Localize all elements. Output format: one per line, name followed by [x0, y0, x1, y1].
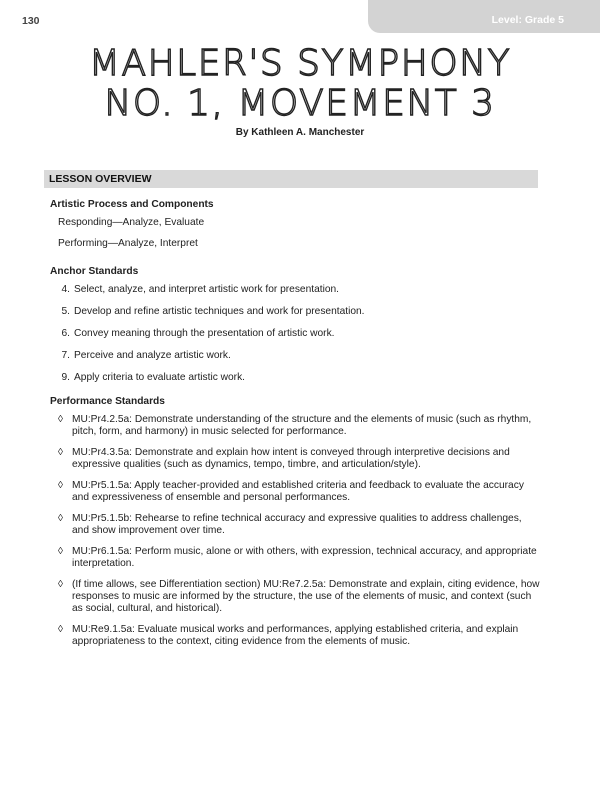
- page-title: [0, 44, 600, 124]
- list-item: [50, 414, 540, 438]
- lesson-overview-heading: LESSON OVERVIEW: [49, 173, 152, 185]
- list-item: [50, 306, 540, 318]
- item-text: MU:Pr4.2.5a: Demonstrate understanding of the structure and the elements of music (such as rhythm, pitch, form, and harmony) in music selected for performance.: [72, 414, 532, 437]
- diamond-bullet-icon: ◊: [58, 414, 63, 425]
- lesson-overview-bar: [44, 170, 538, 188]
- list-item: [50, 372, 540, 384]
- list-item: [50, 350, 540, 362]
- list-item: [50, 328, 540, 340]
- item-text: MU:Pr6.1.5a: Perform music, alone or with others, with expression, technical accuracy, and appropriate interpretation.: [72, 546, 537, 569]
- diamond-bullet-icon: ◊: [58, 546, 63, 557]
- performance-standards-heading: Performance Standards: [50, 396, 165, 407]
- item-number: 5.: [61, 306, 70, 317]
- anchor-standards-heading: Anchor Standards: [50, 266, 139, 277]
- list-item: Responding—Analyze, Evaluate: [58, 217, 205, 228]
- artistic-process-heading: Artistic Process and Components: [50, 199, 214, 210]
- item-number: 9.: [61, 372, 70, 383]
- list-item: [50, 284, 540, 296]
- page-number: 130: [22, 15, 40, 27]
- item-text: MU:Pr5.1.5b: Rehearse to refine technical accuracy and expressive qualities to address challenges, and show improvement over time.: [72, 513, 522, 536]
- lesson-content: [50, 199, 540, 657]
- item-text: (If time allows, see Differentiation section) MU:Re7.2.5a: Demonstrate and explain, citing evidence, how responses to music are informed by the structure, the use of the elements of music, and context (such as social, cultural, and historical).: [72, 579, 540, 614]
- title-line-1: MAHLER'S SYMPHONY: [88, 43, 512, 84]
- item-text: MU:Pr5.1.5a: Apply teacher-provided and established criteria and feedback to evaluate the accuracy and expressiveness of ensemble and personal performances.: [72, 480, 524, 503]
- diamond-bullet-icon: ◊: [58, 579, 63, 590]
- list-item: [50, 624, 540, 648]
- anchor-standards-list: [50, 284, 540, 384]
- list-item: [50, 579, 540, 615]
- level-tab: [368, 0, 600, 33]
- item-text: MU:Re9.1.5a: Evaluate musical works and performances, applying established criteria, and explain appropriateness to the context, citing evidence from the elements of music.: [72, 624, 519, 647]
- author-byline: By Kathleen A. Manchester: [235, 127, 365, 138]
- item-number: 7.: [61, 350, 70, 361]
- list-item: [50, 546, 540, 570]
- item-text: Develop and refine artistic techniques and work for presentation.: [74, 306, 365, 317]
- item-text: Perceive and analyze artistic work.: [74, 350, 231, 361]
- diamond-bullet-icon: ◊: [58, 480, 63, 491]
- item-number: 4.: [61, 284, 70, 295]
- item-text: Convey meaning through the presentation of artistic work.: [74, 328, 335, 339]
- list-item: [50, 513, 540, 537]
- item-number: 6.: [61, 328, 70, 339]
- diamond-bullet-icon: ◊: [58, 447, 63, 458]
- title-line-2: NO. 1, MOVEMENT 3: [104, 83, 496, 124]
- item-text: MU:Pr4.3.5a: Demonstrate and explain how intent is conveyed through interpretive decisions and expressive qualities (such as dynamics, tempo, timbre, and articulation/style).: [72, 447, 510, 470]
- diamond-bullet-icon: ◊: [58, 624, 63, 635]
- list-item: Performing—Analyze, Interpret: [58, 238, 198, 249]
- artistic-process-list: [58, 217, 540, 250]
- item-text: Apply criteria to evaluate artistic work.: [74, 372, 245, 383]
- list-item: [50, 447, 540, 471]
- item-text: Select, analyze, and interpret artistic work for presentation.: [74, 284, 340, 295]
- diamond-bullet-icon: ◊: [58, 513, 63, 524]
- performance-standards-list: [50, 414, 540, 648]
- list-item: [50, 480, 540, 504]
- level-label: Level: Grade 5: [491, 14, 564, 26]
